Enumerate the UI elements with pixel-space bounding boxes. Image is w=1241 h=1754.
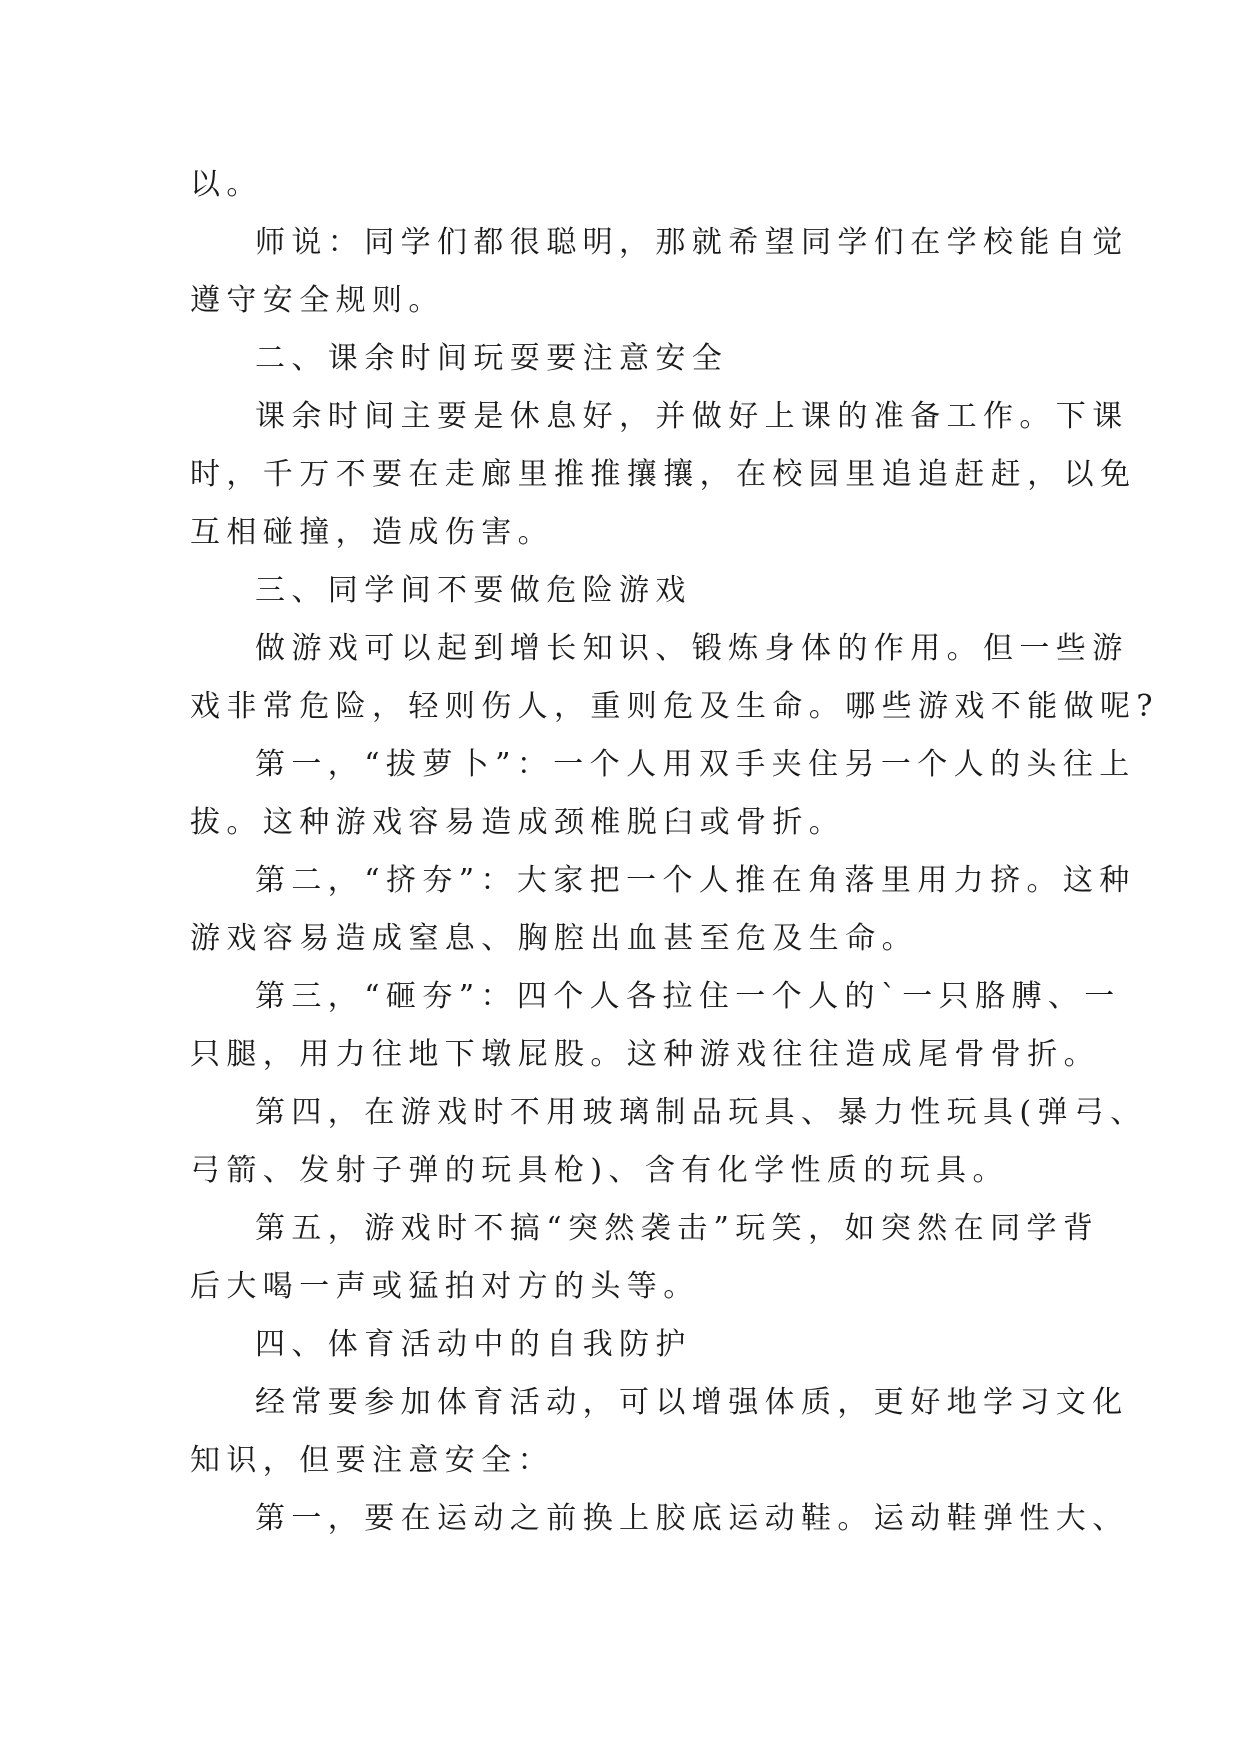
section-heading: 三、同学间不要做危险游戏 [255, 573, 692, 608]
text-line: 以。 [190, 167, 263, 202]
text-line: 后大喝一声或猛拍对方的头等。 [190, 1269, 700, 1304]
section-heading: 四、体育活动中的自我防护 [255, 1327, 692, 1362]
text-line: 第四，在游戏时不用玻璃制品玩具、暴力性玩具(弹弓、 [255, 1095, 1147, 1130]
text-line: 时，千万不要在走廊里推推攘攘，在校园里追追赶赶，以免 [190, 457, 1137, 492]
text-line: 拔。这种游戏容易造成颈椎脱臼或骨折。 [190, 805, 846, 840]
text-line: 第三，“砸夯”：四个人各拉住一个人的`一只胳膊、一 [255, 979, 1121, 1014]
text-line: 游戏容易造成窒息、胸腔出血甚至危及生命。 [190, 921, 918, 956]
text-line: 弓箭、发射子弹的玩具枪)、含有化学性质的玩具。 [190, 1153, 1009, 1188]
text-line: 课余时间主要是休息好，并做好上课的准备工作。下课 [255, 399, 1129, 434]
text-line: 第二，“挤夯”：大家把一个人推在角落里用力挤。这种 [255, 863, 1136, 898]
text-line: 第一，“拔萝卜”：一个人用双手夹住另一个人的头往上 [255, 747, 1136, 782]
text-line: 遵守安全规则。 [190, 283, 445, 318]
text-line: 互相碰撞，造成伤害。 [190, 515, 554, 550]
text-line: 做游戏可以起到增长知识、锻炼身体的作用。但一些游 [255, 631, 1129, 666]
text-line: 第五，游戏时不搞“突然袭击”玩笑，如突然在同学背 [255, 1211, 1100, 1246]
text-line: 经常要参加体育活动，可以增强体质，更好地学习文化 [255, 1385, 1129, 1420]
text-line: 只腿，用力往地下墩屁股。这种游戏往往造成尾骨骨折。 [190, 1037, 1100, 1072]
text-line: 师说：同学们都很聪明，那就希望同学们在学校能自觉 [255, 225, 1129, 260]
section-heading: 二、课余时间玩耍要注意安全 [255, 341, 729, 376]
text-line: 戏非常危险，轻则伤人，重则危及生命。哪些游戏不能做呢? [190, 689, 1159, 724]
text-line: 知识，但要注意安全： [190, 1443, 554, 1478]
text-line: 第一，要在运动之前换上胶底运动鞋。运动鞋弹性大、 [255, 1501, 1129, 1536]
